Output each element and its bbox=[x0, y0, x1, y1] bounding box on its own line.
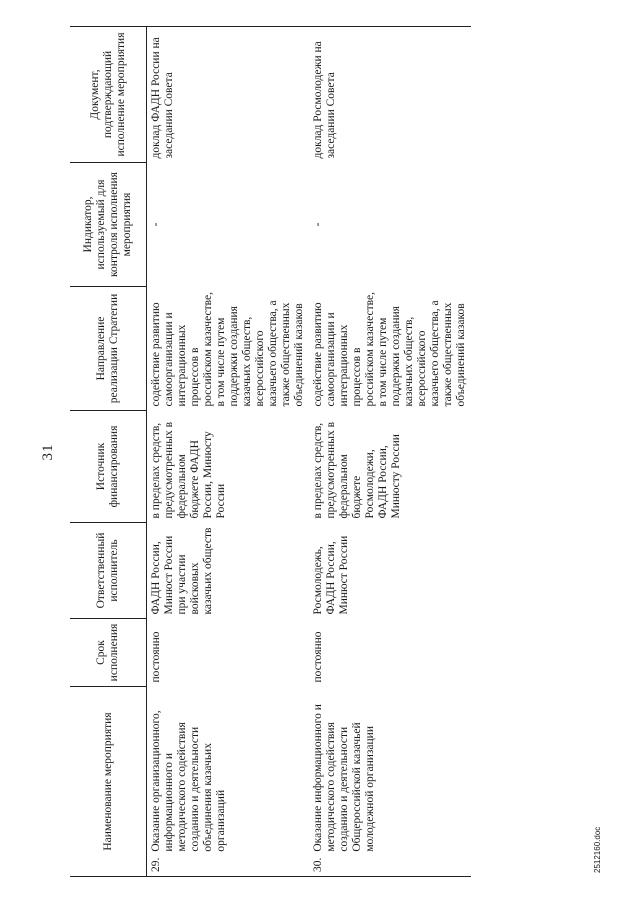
col-header-document: Документ, подтверждающий исполнение мероприятия bbox=[70, 27, 147, 163]
cell-indicator bbox=[309, 163, 471, 287]
indicator-value: - bbox=[150, 222, 162, 227]
cell-direction: содействие развитию самоорганизации и интеграционных процессов в российском казачестве, в том числе путем поддержки создания казачьих обществ, всероссийского казачьего общества, а также общественных объединений казаков bbox=[312, 292, 467, 407]
col-header-indicator: Индикатор, используемый для контроля исполнения мероприятия bbox=[70, 163, 147, 287]
page-number: 31 bbox=[40, 443, 56, 461]
cell-direction: содействие развитию самоорганизации и интеграционных процессов в российском казачестве, в том числе путем поддержки создания казачьих обществ, всероссийского казачьего общества, а также общественных объединений казаков bbox=[150, 292, 305, 407]
table-header-row bbox=[70, 27, 147, 877]
measure-name: Оказание организационного, информационного и методического содействия созданию и деятельности объединения казачьих организаций bbox=[150, 710, 227, 852]
cell-term: постоянно bbox=[150, 631, 162, 683]
measure-name: Оказание информационного и методического содействия созданию и деятельности Общероссийской казачьей молодежной организации bbox=[312, 704, 376, 852]
measures-table bbox=[70, 26, 471, 877]
cell-executor: Росмолодежь, ФАДН России, Минюст России bbox=[312, 535, 350, 615]
cell-indicator bbox=[147, 163, 310, 287]
cell-name bbox=[309, 687, 471, 877]
cell-document: доклад ФАДН России на заседании Совета bbox=[147, 27, 310, 163]
file-footer: 2512160.doc bbox=[593, 826, 602, 873]
rotated-page bbox=[40, 27, 600, 877]
cell-name bbox=[147, 687, 310, 877]
col-header-executor: Ответственный исполнитель bbox=[70, 523, 147, 619]
table-row bbox=[147, 27, 310, 877]
indicator-value: - bbox=[312, 222, 324, 227]
cell-term: постоянно bbox=[312, 631, 324, 683]
cell-finance: в пределах средств, предусмотренных в федеральном бюджете ФАДН России, Минюсту России bbox=[150, 421, 227, 519]
col-header-direction: Направление реализации Стратегии bbox=[70, 287, 147, 411]
col-header-name: Наименование мероприятия bbox=[70, 687, 147, 877]
col-header-term: Срок исполнения bbox=[70, 619, 147, 687]
cell-executor: ФАДН России, Минюст России при участии войсковых казачьих обществ bbox=[150, 527, 214, 615]
row-number: 29. bbox=[150, 857, 162, 872]
row-number: 30. bbox=[312, 857, 324, 872]
table-row bbox=[309, 27, 471, 877]
cell-document: доклад Росмолодежи на заседании Совета bbox=[309, 27, 471, 163]
cell-finance: в пределах средств, предусмотренных в федеральном бюджете Росмолодежи, ФАДН России, Минюсту России bbox=[312, 421, 402, 519]
col-header-finance: Источник финансирования bbox=[70, 411, 147, 523]
